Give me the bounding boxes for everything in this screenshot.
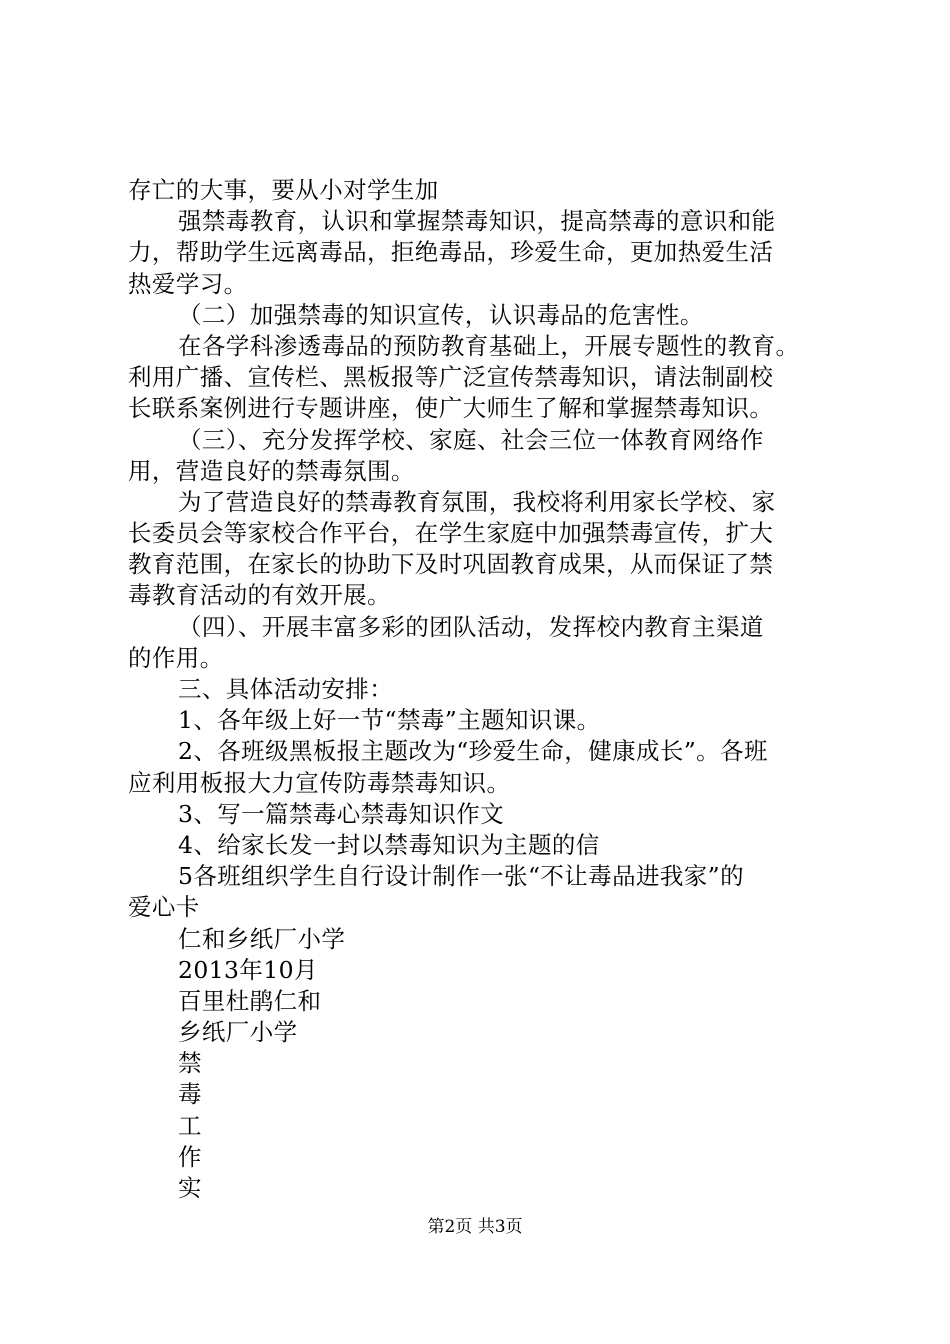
list-item: 3、写一篇禁毒心禁毒知识作文 [178,799,505,828]
text-line: 实 [178,1174,202,1202]
text-line: 应利用板报大力宣传防毒禁毒知识。 [128,768,511,797]
page-footer: 第2页 共3页 [427,1217,523,1237]
document-body [128,175,848,1204]
text-line: 禁 [178,1049,202,1078]
text-line: 长委员会等家校合作平台，在学生家庭中加强禁毒宣传，扩大 [128,519,774,548]
text-line: 存亡的大事，要从小对学生加 [128,176,439,204]
section-heading: （二）加强禁毒的知识宣传，认识毒品的危害性。 [178,300,704,329]
section-heading: （四）、开展丰富多彩的团队活动，发挥校内教育主渠道 [178,612,764,641]
text-line: 毒 [178,1080,202,1109]
text-line: 长联系案例进行专题讲座，使广大师生了解和掌握禁毒知识。 [128,394,774,423]
text-line: 工 [178,1111,202,1140]
section-heading: 三、具体活动安排： [178,675,394,703]
text-line: 热爱学习。 [128,269,248,298]
text-line: 百里杜鹃仁和 [178,986,322,1015]
text-line: 教育范围，在家长的协助下及时巩固教育成果，从而保证了禁 [128,550,774,579]
text-line: 为了营造良好的禁毒教育氛围，我校将利用家长学校、家 [178,487,776,516]
text-line: 在各学科渗透毒品的预防教育基础上，开展专题性的教育。 [178,331,800,360]
text-line: 爱心卡 [128,893,200,922]
list-item: 2、各班级黑板报主题改为“珍爱生命，健康成长”。各班 [178,737,768,766]
list-item: 1、各年级上好一节“禁毒”主题知识课。 [178,706,601,735]
text-line: 的作用。 [128,643,224,672]
list-item: 4、给家长发一封以禁毒知识为主题的信 [178,830,600,859]
signature-school: 仁和乡纸厂小学 [178,924,346,953]
text-line: 毒教育活动的有效开展。 [128,581,391,610]
section-heading: （三）、充分发挥学校、家庭、社会三位一体教育网络作 [178,425,764,454]
text-line: 力，帮助学生远离毒品，拒绝毒品，珍爱生命，更加热爱生活 [128,238,774,267]
signature-date: 2013年10月 [178,955,318,984]
list-item: 5各班组织学生自行设计制作一张“不让毒品进我家”的 [178,862,744,891]
text-line: 用，营造良好的禁毒氛围。 [128,456,415,485]
text-line: 作 [178,1142,202,1171]
text-line: 乡纸厂小学 [178,1018,298,1047]
text-line: 利用广播、宣传栏、黑板报等广泛宣传禁毒知识，请法制副校 [128,363,774,392]
text-line: 强禁毒教育，认识和掌握禁毒知识，提高禁毒的意识和能 [178,207,776,236]
